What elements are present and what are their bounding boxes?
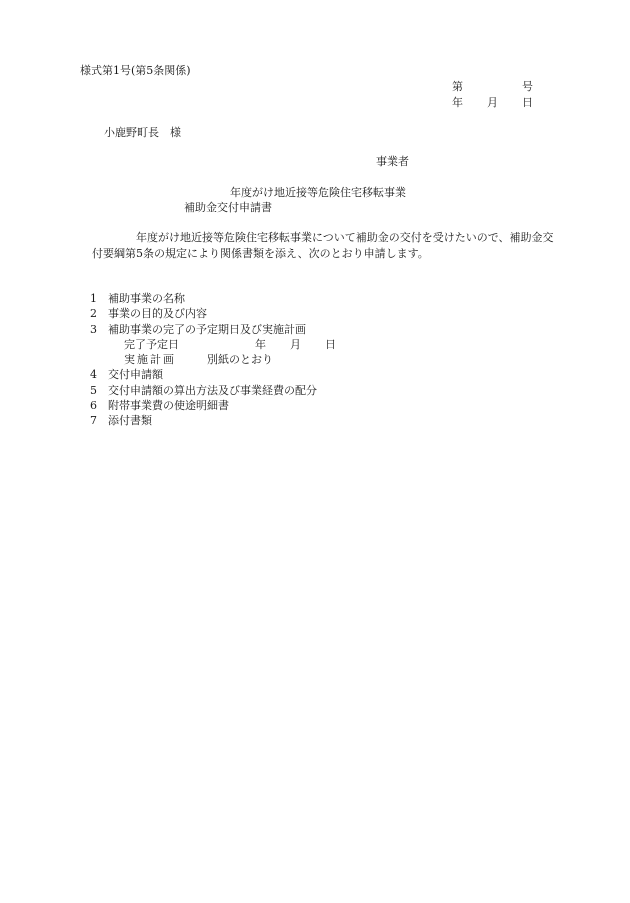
item-number: 3 (90, 322, 97, 336)
item-label: 交付申請額の算出方法及び事業経費の配分 (108, 383, 317, 397)
completion-month-label: 月 (290, 337, 301, 351)
completion-year-label: 年 (255, 337, 266, 351)
form-number: 様式第1号(第5条関係) (80, 64, 191, 77)
list-item (90, 367, 317, 382)
list-item (90, 322, 317, 337)
item-label: 事業の目的及び内容 (108, 307, 207, 321)
implementation-plan-value: 別紙のとおり (207, 353, 273, 367)
item-label: 附帯事業費の使途明細書 (108, 399, 229, 413)
document-title-line1: 年度がけ地近接等危険住宅移転事業 (230, 186, 406, 199)
applicant-label: 事業者 (376, 155, 409, 168)
completion-date-row (90, 337, 336, 352)
date-day-label: 日 (522, 96, 533, 109)
item-label: 補助事業の名称 (108, 292, 185, 305)
implementation-plan-label: 実施計画 (124, 353, 176, 367)
application-body-text: 年度がけ地近接等危険住宅移転事業について補助金の交付を受けたいので、補助金交付要綱第5条の規定により関係書類を添え、次のとおり申請します。 (92, 231, 554, 260)
date-month-label: 月 (487, 96, 498, 109)
item-label: 補助事業の完了の予定期日及び実施計画 (108, 322, 306, 336)
date-year-label: 年 (452, 96, 463, 109)
list-item (90, 383, 317, 398)
list-item (90, 306, 317, 321)
item-label: 添付書類 (108, 414, 152, 428)
item-number: 4 (90, 368, 97, 382)
document-number-label: 第 (452, 80, 463, 93)
item-label: 交付申請額 (108, 368, 163, 382)
item-list (90, 291, 336, 429)
implementation-plan-row (90, 352, 317, 367)
document-number-suffix: 号 (522, 80, 533, 93)
document-title-line2: 補助金交付申請書 (184, 201, 272, 214)
list-item (90, 398, 317, 413)
item-number: 5 (90, 383, 97, 397)
completion-day-label: 日 (325, 337, 336, 351)
item-number: 2 (90, 307, 97, 321)
item-number: 6 (90, 399, 97, 413)
addressee: 小鹿野町長 様 (104, 126, 181, 139)
item-number: 7 (90, 414, 97, 428)
list-item (90, 413, 317, 428)
list-item (90, 291, 317, 306)
completion-date-label: 完了予定日 (124, 337, 179, 351)
item-number: 1 (90, 292, 97, 305)
